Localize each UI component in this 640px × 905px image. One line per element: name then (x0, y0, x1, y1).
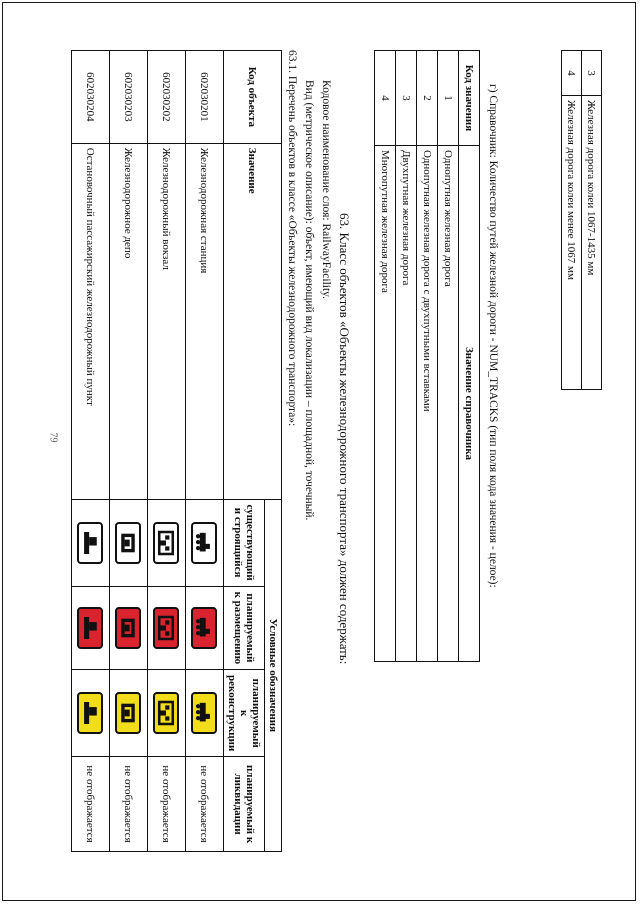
code-cell: 3 (582, 51, 602, 96)
header-value: Значение (224, 143, 282, 499)
table-row (375, 51, 396, 662)
value-cell: Остановочный пассажирский железнодорожный пункт (72, 143, 110, 499)
table-row (186, 51, 224, 852)
value-cell: Железная дорога колеи 1067-1435 мм (582, 96, 602, 390)
value-cell: Двухпутная железная дорога (396, 146, 417, 662)
code-cell: 4 (375, 51, 396, 146)
depot-icon (116, 692, 142, 734)
code-cell: 1 (438, 51, 459, 146)
value-cell: Железнодорожное депо (110, 143, 148, 499)
platform-stop-icon (78, 607, 104, 649)
list-caption: 63.1. Перечень объектов в классе «Объекты железнодорожного транспорта»: (286, 50, 298, 427)
table-row (582, 51, 602, 390)
code-cell: 3 (396, 51, 417, 146)
locomotive-icon (192, 607, 218, 649)
layer-name: Кодовое наименование слоя: RailwayFacility. (320, 80, 332, 300)
header-code: Код объекта (224, 51, 282, 144)
top-table (561, 50, 602, 390)
table-row (396, 51, 417, 662)
value-cell: Многопутная железная дорога (375, 146, 396, 662)
code-cell: 602030201 (186, 51, 224, 144)
page-number: 79 (47, 432, 59, 443)
table-header-row (459, 51, 480, 662)
header-value: Значение справочника (459, 146, 480, 662)
objects-table (71, 50, 282, 852)
liquid-cell: не отображается (110, 757, 148, 852)
header-planned-recon: планируемый к реконструкции (224, 670, 265, 757)
station-building-icon (154, 692, 180, 734)
metric-description: Вид (метрическое описание): объект, имеющий вид локализации – площадной, точечный. (303, 80, 315, 521)
value-cell: Железнодорожная станция (186, 143, 224, 499)
table-header-row (265, 51, 282, 852)
platform-stop-icon (78, 522, 104, 564)
header-symbols-group: Условные обозначения (265, 499, 282, 851)
locomotive-icon (192, 522, 218, 564)
depot-icon (116, 607, 142, 649)
header-existing: существующий и строящийся (224, 499, 265, 586)
liquid-cell: не отображается (186, 757, 224, 852)
liquid-cell: не отображается (72, 757, 110, 852)
locomotive-icon (192, 692, 218, 734)
value-cell: Железная дорога колеи менее 1067 мм (562, 96, 582, 390)
code-cell: 4 (562, 51, 582, 96)
table-row (417, 51, 438, 662)
value-cell: Железнодорожный вокзал (148, 143, 186, 499)
station-building-icon (154, 522, 180, 564)
code-cell: 602030204 (72, 51, 110, 144)
code-cell: 2 (417, 51, 438, 146)
rotated-page-content (43, 50, 602, 852)
code-cell: 602030203 (110, 51, 148, 144)
ref-table (374, 50, 480, 662)
header-code: Код значения (459, 51, 480, 146)
depot-icon (116, 522, 142, 564)
table-row (148, 51, 186, 852)
table-row (72, 51, 110, 852)
ref-caption: г) Справочник: Количество путей железной дороги - NUM_TRACKS (тип поля кода значения - целое): (487, 84, 499, 588)
table-row (438, 51, 459, 662)
liquid-cell: не отображается (148, 757, 186, 852)
table-row (562, 51, 582, 390)
section-heading: 63. Класс объектов «Объекты железнодорожного транспорта» должен содержать: (337, 213, 352, 665)
platform-stop-icon (78, 692, 104, 734)
value-cell: Однопутная железная дорога (438, 146, 459, 662)
table-row (110, 51, 148, 852)
code-cell: 602030202 (148, 51, 186, 144)
header-planned-place: планируемый к размещению (224, 586, 265, 670)
station-building-icon (154, 607, 180, 649)
value-cell: Однопутная железная дорога с двухпутными вставками (417, 146, 438, 662)
header-planned-liquid: планируемый к ликвидации (224, 757, 265, 852)
